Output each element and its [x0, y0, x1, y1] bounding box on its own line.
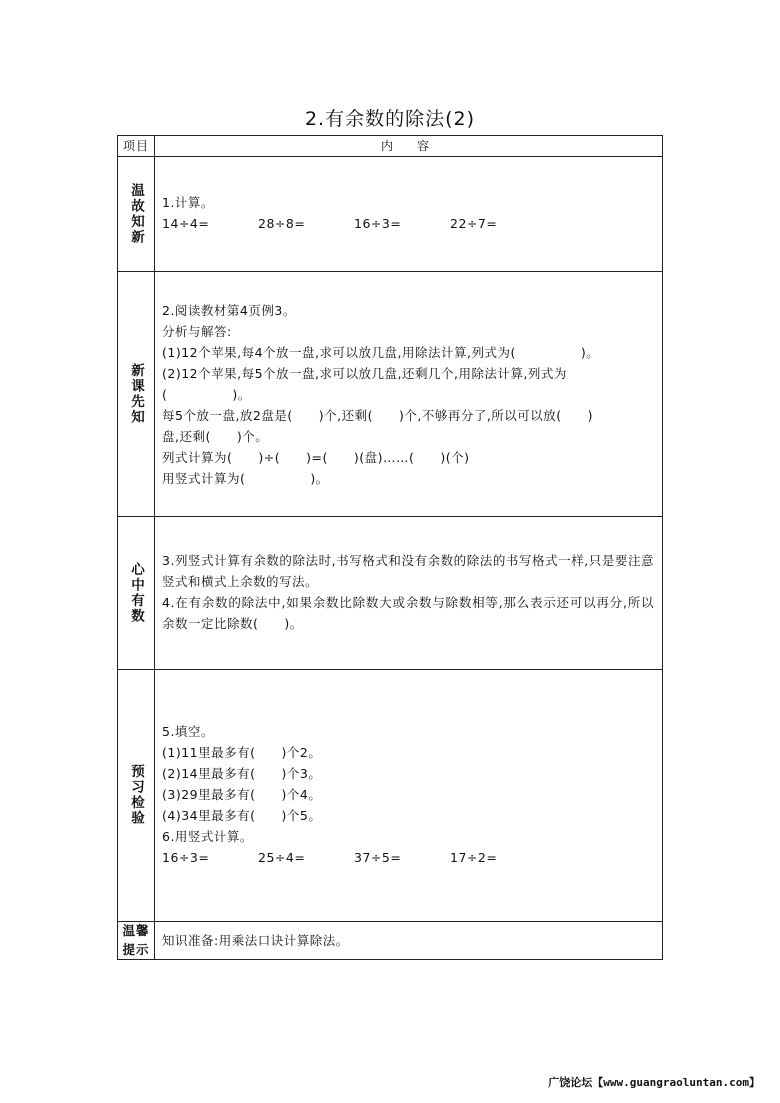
calc-item: 28÷8=	[258, 216, 306, 231]
review-label: 温故知新	[128, 182, 144, 245]
calc-item: 17÷2=	[450, 850, 498, 865]
row-divider	[118, 669, 662, 670]
text-line: (4)34里最多有( )个5。	[162, 808, 322, 823]
calc-item: 16÷3=	[162, 850, 210, 865]
tips-text: 知识准备:用乘法口诀计算除法。	[162, 933, 349, 948]
text-line: 分析与解答:	[162, 324, 232, 339]
text-line: (3)29里最多有( )个4。	[162, 787, 322, 802]
row-divider	[118, 156, 662, 157]
text-line: (2)12个苹果,每5个放一盘,求可以放几盘,还剩几个,用除法计算,列式为	[162, 366, 567, 381]
text-line: 列式计算为( )÷( )=( )(盘)……( )(个)	[162, 450, 470, 465]
footer-watermark: 广饶论坛【www.guangraoluntan.com】	[548, 1076, 760, 1089]
text-line: 每5个放一盘,放2盘是( )个,还剩( )个,不够再分了,所以可以放( )	[162, 408, 594, 423]
text-paragraph: 4.在有余数的除法中,如果余数比除数大或余数与除数相等,那么表示还可以再分,所以余数一定比除数( )。	[162, 595, 654, 631]
tips-label: 温馨提示	[122, 923, 150, 957]
newlesson-content	[162, 300, 654, 489]
preview-content	[162, 721, 654, 868]
review-question: 1.计算。	[162, 195, 214, 210]
text-line: 6.用竖式计算。	[162, 829, 253, 844]
row-divider	[118, 516, 662, 517]
text-line: (1)12个苹果,每4个放一盘,求可以放几盘,用除法计算,列式为( )。	[162, 345, 600, 360]
calc-item: 37÷5=	[354, 850, 402, 865]
tips-content	[162, 930, 654, 951]
review-calcs	[162, 213, 654, 234]
preview-label: 预习检验	[128, 764, 144, 826]
text-line: (1)11里最多有( )个2。	[162, 745, 322, 760]
remember-label: 心中有数	[128, 561, 144, 624]
text-line: 5.填空。	[162, 724, 214, 739]
calc-item: 14÷4=	[162, 216, 210, 231]
calc-item: 16÷3=	[354, 216, 402, 231]
text-line: (2)14里最多有( )个3。	[162, 766, 322, 781]
newlesson-label: 新课先知	[128, 362, 144, 425]
column-divider	[154, 136, 155, 959]
text-line: 盘,还剩( )个。	[162, 429, 269, 444]
page-title: 2.有余数的除法(2)	[304, 108, 476, 130]
header-item: 项目	[122, 139, 149, 153]
remember-content	[162, 550, 654, 634]
text-line: 2.阅读教材第4页例3。	[162, 303, 296, 318]
row-divider	[118, 921, 662, 922]
header-content: 内 容	[380, 139, 435, 153]
review-content	[162, 192, 654, 234]
calc-item: 22÷7=	[450, 216, 498, 231]
worksheet-table	[117, 135, 663, 960]
row-divider	[118, 271, 662, 272]
text-paragraph: 3.列竖式计算有余数的除法时,书写格式和没有余数的除法的书写格式一样,只是要注意竖式和横式上余数的写法。	[162, 553, 654, 589]
text-line: ( )。	[162, 387, 251, 402]
preview-calcs	[162, 847, 654, 868]
calc-item: 25÷4=	[258, 850, 306, 865]
text-line: 用竖式计算为( )。	[162, 471, 329, 486]
